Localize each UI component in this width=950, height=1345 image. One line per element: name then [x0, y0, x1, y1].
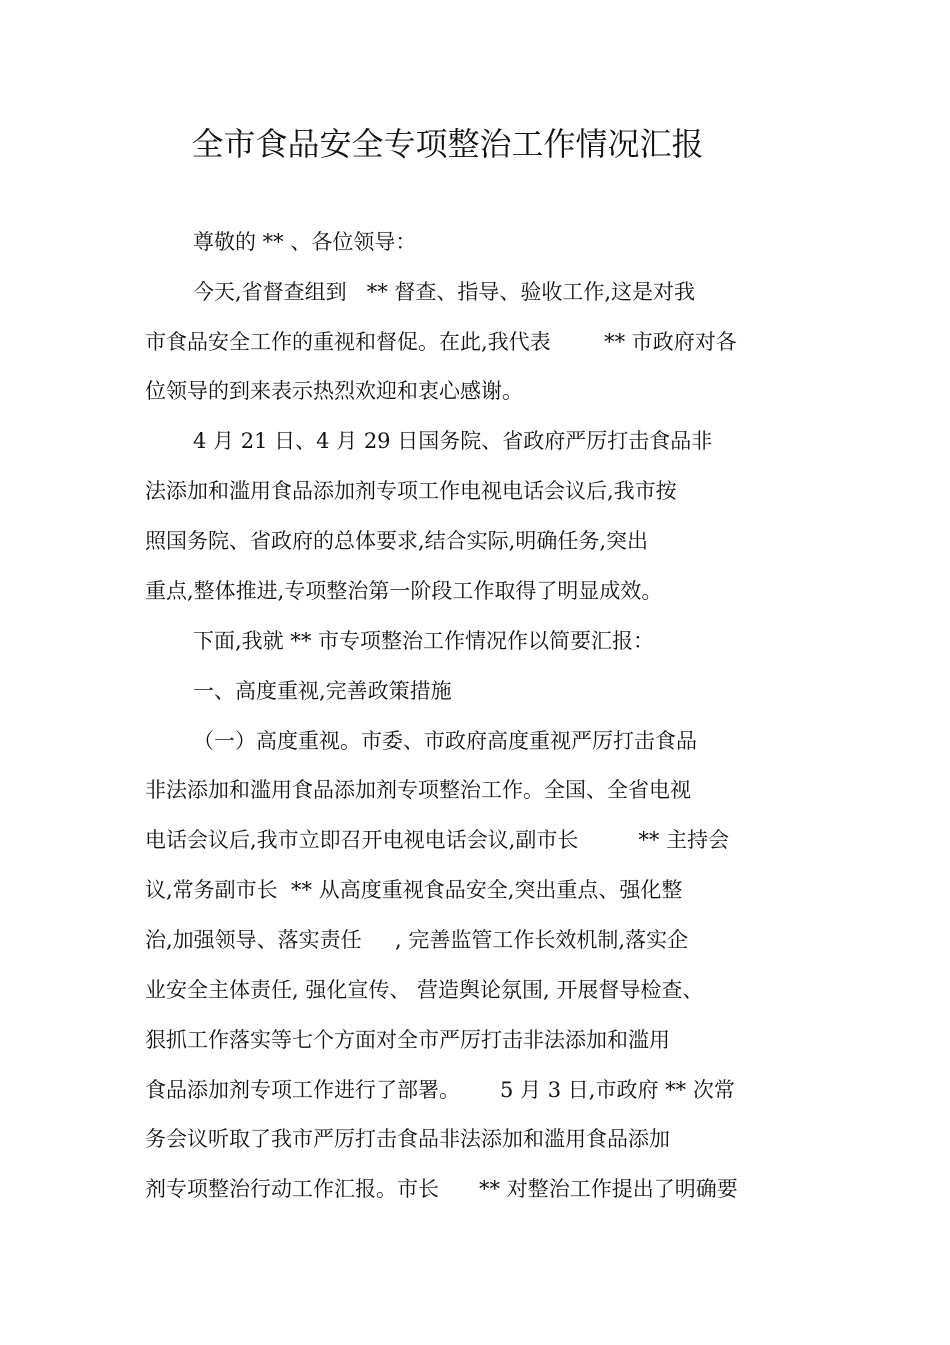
text-line: 照国务院、省政府的总体要求,结合实际,明确任务,突出 [145, 529, 649, 553]
text-line: 4 月 21 日、4 月 29 日国务院、省政府严厉打击食品非 [193, 429, 713, 453]
text-line: 议,常务副市长 ** 从高度重视食品安全,突出重点、强化整 [145, 878, 683, 902]
text-line: （一）高度重视。市委、市政府高度重视严厉打击食品 [193, 729, 697, 753]
text-line: 狠抓工作落实等七个方面对全市严厉打击非法添加和滥用 [145, 1028, 670, 1052]
section-heading: 一、高度重视,完善政策措施 [193, 679, 452, 703]
text-line: 食品添加剂专项工作进行了部署。 5 月 3 日,市政府 ** 次常 [145, 1078, 735, 1102]
text-line: 法添加和滥用食品添加剂专项工作电视电话会议后,我市按 [145, 479, 677, 503]
text-line: 市食品安全工作的重视和督促。在此,我代表 ** 市政府对各 [145, 330, 737, 354]
text-line: 今天,省督查组到 ** 督查、指导、验收工作,这是对我 [193, 280, 696, 304]
document-title: 全市食品安全专项整治工作情况汇报 [191, 125, 704, 163]
text-line: 治,加强领导、落实责任 , 完善监管工作长效机制,落实企 [145, 928, 689, 952]
text-line: 务会议听取了我市严厉打击食品非法添加和滥用食品添加 [145, 1127, 670, 1151]
text-line: 重点,整体推进,专项整治第一阶段工作取得了明显成效。 [145, 579, 663, 603]
text-line: 非法添加和滥用食品添加剂专项整治工作。全国、全省电视 [145, 778, 691, 802]
text-line: 下面,我就 ** 市专项整治工作情况作以简要汇报： [193, 629, 655, 653]
text-line: 业安全主体责任, 强化宣传、 营造舆论氛围, 开展督导检查、 [145, 978, 704, 1002]
text-line: 尊敬的 ** 、各位领导： [193, 230, 417, 254]
text-line: 电话会议后,我市立即召开电视电话会议,副市长 ** 主持会 [145, 828, 730, 852]
text-line: 位领导的到来表示热烈欢迎和衷心感谢。 [145, 379, 523, 403]
text-line: 剂专项整治行动工作汇报。市长 ** 对整治工作提出了明确要 [145, 1177, 738, 1201]
